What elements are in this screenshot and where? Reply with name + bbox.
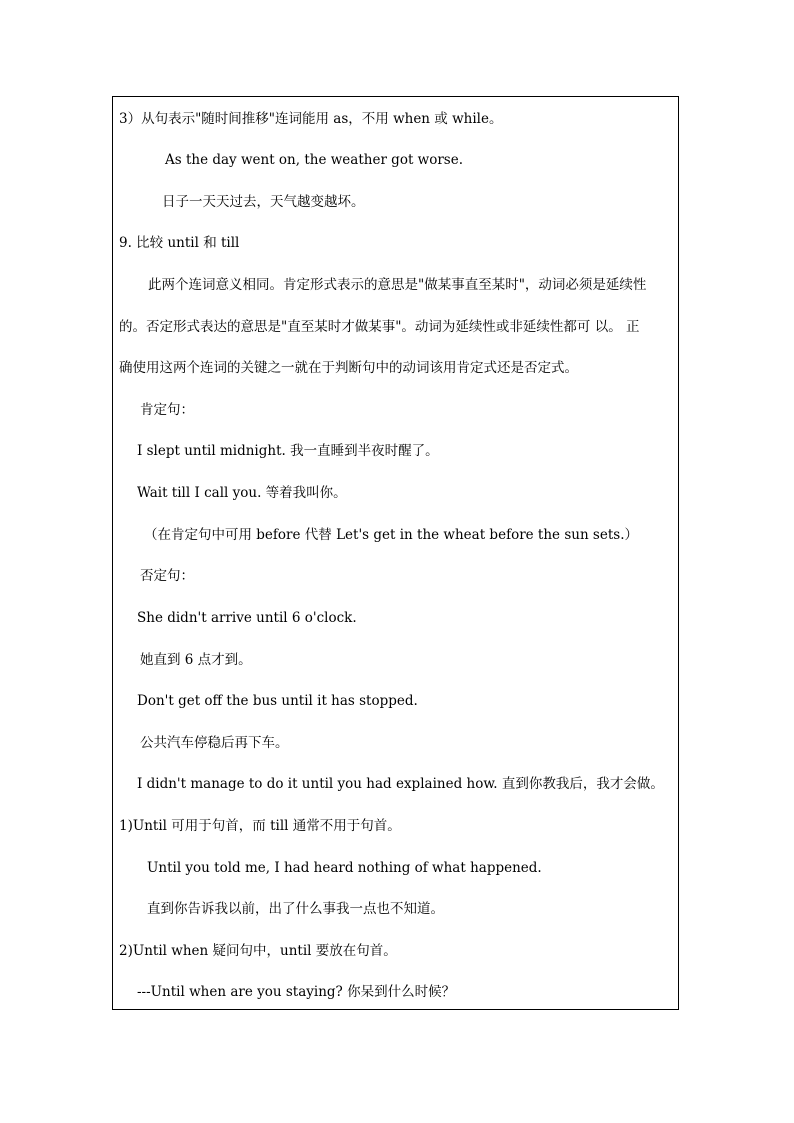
example-line: I slept until midnight. 我一直睡到半夜时醒了。 — [137, 443, 439, 459]
example-sentence: As the day went on, the weather got worse. — [165, 152, 464, 168]
example-line: Wait till I call you. 等着我叫你。 — [137, 485, 347, 501]
subheading-affirmative: 肯定句： — [140, 402, 194, 418]
rule-line: 1)Until 可用于句首，而 till 通常不用于句首。 — [119, 818, 401, 834]
note-line: （在肯定句中可用 before 代替 Let's get in the wheat before the sun sets.） — [144, 527, 638, 543]
example-line: She didn't arrive until 6 o'clock. — [137, 610, 357, 626]
example-line: Don't get off the bus until it has stopped. — [137, 693, 418, 709]
translation-line: 公共汽车停稳后再下车。 — [140, 735, 289, 751]
subheading-negative: 否定句： — [140, 568, 194, 584]
paragraph-line: 确使用这两个连词的关键之一就在于判断句中的动词该用肯定式还是否定式。 — [119, 360, 578, 376]
translation-line: 日子一天天过去，天气越变越坏。 — [162, 194, 365, 210]
text-line: 3）从句表示"随时间推移"连词能用 as，不用 when 或 while。 — [119, 111, 503, 127]
rule-line: 2)Until when 疑问句中，until 要放在句首。 — [119, 943, 397, 959]
translation-line: 她直到 6 点才到。 — [140, 652, 252, 668]
section-heading: 9. 比较 until 和 till — [119, 235, 240, 251]
paragraph-line: 此两个连词意义相同。肯定形式表示的意思是"做某事直至某时"，动词必须是延续性 — [148, 277, 647, 293]
translation-line: 直到你告诉我以前，出了什么事我一点也不知道。 — [147, 901, 444, 917]
example-line: I didn't manage to do it until you had explained how. 直到你教我后，我才会做。 — [137, 776, 664, 792]
paragraph-line: 的。否定形式表达的意思是"直至某时才做某事"。动词为延续性或非延续性都可 以。 正 — [119, 319, 640, 335]
example-sentence: Until you told me, I had heard nothing of what happened. — [147, 860, 542, 876]
example-line: ---Until when are you staying? 你呆到什么时候？ — [137, 984, 456, 1000]
